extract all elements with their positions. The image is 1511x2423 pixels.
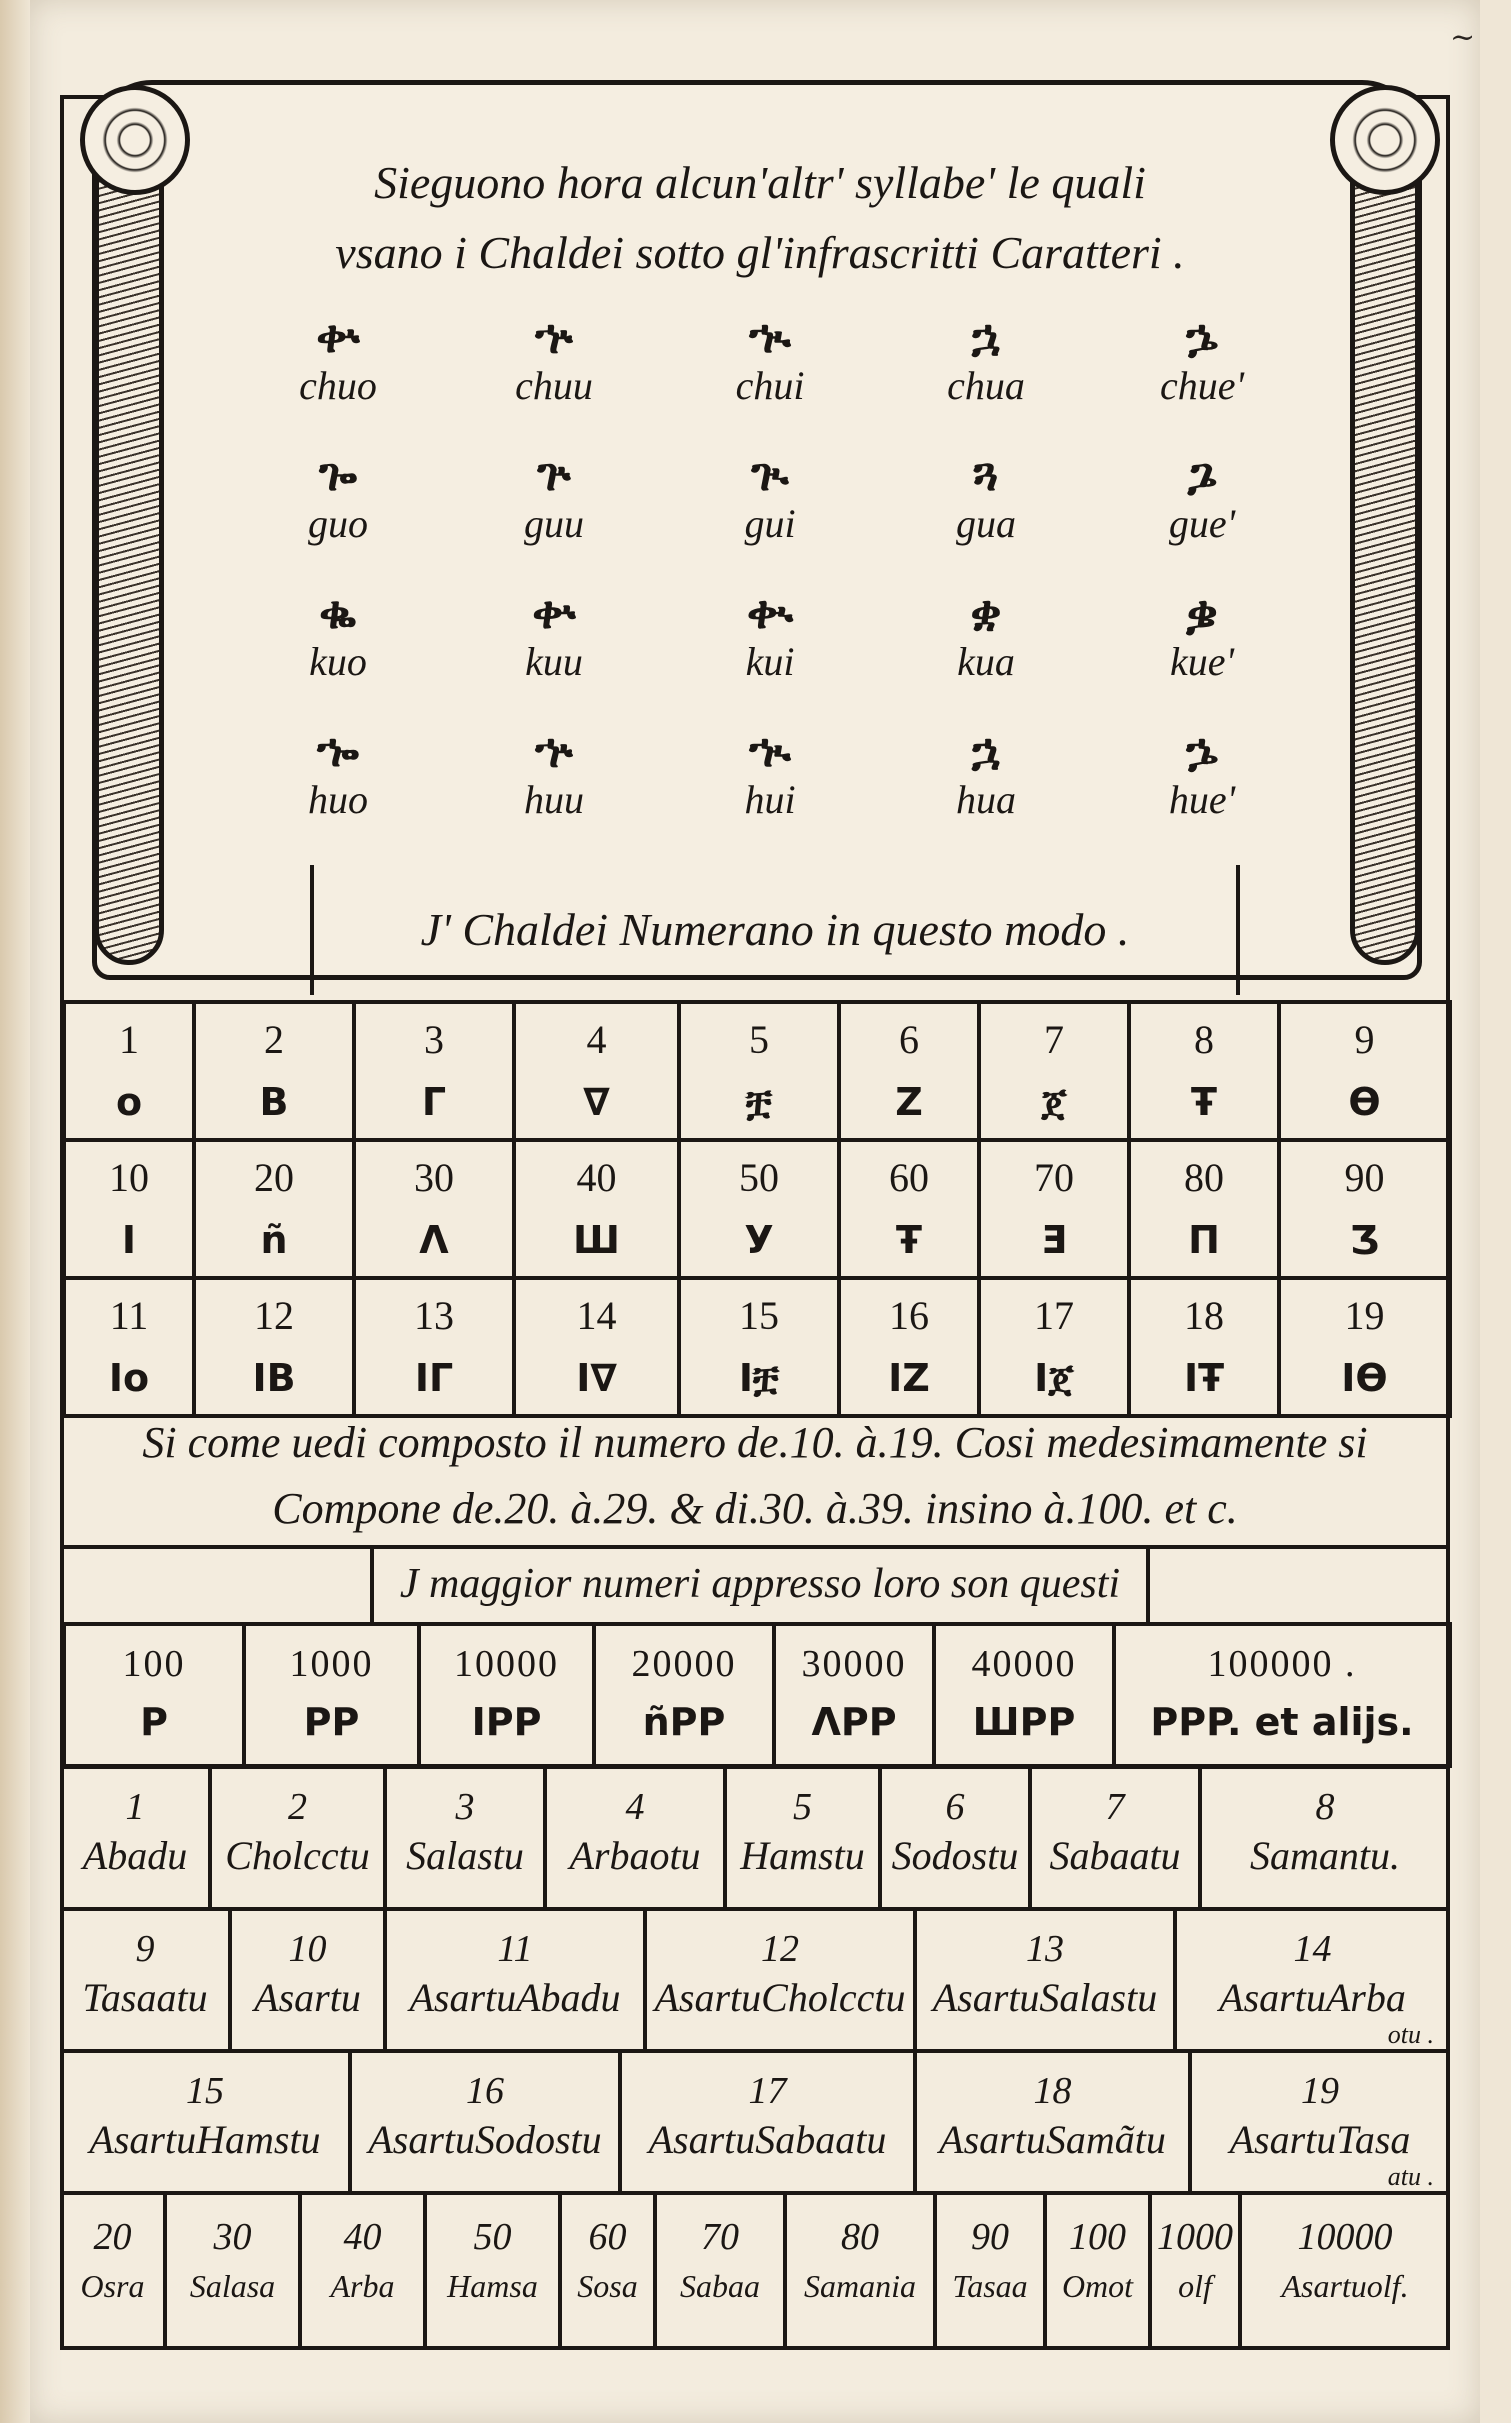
- syllable-glyph: ኋ: [971, 723, 1001, 777]
- numeral-value: 60: [889, 1155, 929, 1200]
- chaldean-numeral: I∇: [576, 1356, 617, 1400]
- number-cell: [354, 1278, 514, 1416]
- number-word-cell: [62, 1911, 232, 2053]
- number-word-cell: [1202, 1769, 1448, 1911]
- heading-line-2: vsano i Chaldei sotto gl'infrascritti Caratteri .: [335, 227, 1185, 278]
- number-word-cell: [1192, 2053, 1448, 2195]
- number-cell: [1279, 1278, 1450, 1416]
- number-word: Sabaatu: [1049, 1833, 1181, 1878]
- number-cell: [839, 1278, 979, 1416]
- number-cell: [839, 1140, 979, 1278]
- numeral-value: 6: [899, 1017, 919, 1062]
- numeral-value: 3: [424, 1017, 444, 1062]
- numeral-value: 10: [109, 1155, 149, 1200]
- syllable-name: kua: [957, 639, 1015, 684]
- number-word: Abadu: [82, 1833, 188, 1878]
- note-line-1: Si come uedi composto il numero de.10. à.19. Cosi medesimamente si: [142, 1418, 1368, 1467]
- syllable-item: [446, 724, 662, 834]
- syllable-glyph: ጔ: [1187, 447, 1217, 501]
- numeral-value: 1: [119, 1017, 139, 1062]
- syllable-item: [1094, 724, 1310, 834]
- chaldean-numeral: У: [744, 1218, 774, 1262]
- number-cell: [979, 1278, 1129, 1416]
- number-word: AsartuSodostu: [368, 2117, 602, 2162]
- chaldean-numeral: ቿ: [745, 1080, 773, 1124]
- number-word: AsartuHamstu: [89, 2117, 321, 2162]
- number-word: Salastu: [406, 1833, 524, 1878]
- large-numbers-table: [62, 1622, 1452, 1768]
- number-word: olf: [1178, 2268, 1212, 2304]
- numeral-value: 2: [288, 1786, 307, 1828]
- chaldean-numeral: o: [115, 1080, 143, 1124]
- chaldean-numeral: ñ: [260, 1218, 288, 1262]
- table-row: [64, 1002, 1450, 1140]
- chaldean-numeral: ШPP: [972, 1700, 1076, 1744]
- number-cell: [194, 1278, 354, 1416]
- syllable-name: hua: [956, 777, 1016, 822]
- table-row: [64, 1624, 1450, 1766]
- table-row: [64, 1278, 1450, 1416]
- table-row: [64, 1140, 1450, 1278]
- syllable-item: [1094, 448, 1310, 558]
- numeral-value: 100: [122, 1643, 186, 1685]
- number-word-cell: [62, 2053, 352, 2195]
- chaldean-numeral: Iቿ: [738, 1356, 780, 1400]
- syllable-name: chua: [947, 363, 1025, 408]
- numeral-value: 19: [1301, 2070, 1339, 2112]
- chaldean-numeral: ñPP: [642, 1700, 726, 1744]
- number-word: AsartuCholcctu: [654, 1975, 906, 2020]
- number-word: Asartuolf.: [1281, 2268, 1409, 2304]
- syllable-name: hue': [1168, 777, 1236, 822]
- numeral-value: 90: [971, 2216, 1009, 2258]
- chaldean-numeral: Io: [108, 1356, 150, 1400]
- number-word-cell: [1177, 1911, 1448, 2053]
- syllable-name: huu: [524, 777, 584, 822]
- large-number-cell: [64, 1624, 244, 1766]
- syllable-item: [878, 724, 1094, 834]
- number-word: Samantu.: [1250, 1833, 1400, 1878]
- syllable-glyph: ኌ: [1186, 723, 1218, 777]
- numeral-value: 6: [945, 1786, 965, 1828]
- number-cell: [354, 1140, 514, 1278]
- syllable-glyph: ኍ: [535, 723, 573, 777]
- numeral-value: 2: [264, 1017, 284, 1062]
- numeral-value: 14: [576, 1293, 617, 1338]
- number-word: Osra: [80, 2268, 145, 2304]
- syllable-item: [230, 310, 446, 420]
- scroll-curl-left-icon: [80, 85, 190, 195]
- numeral-value: 4: [625, 1786, 645, 1828]
- numeral-value: 19: [1344, 1293, 1385, 1338]
- large-numbers-caption: J maggior numeri appresso loro son questi: [370, 1548, 1150, 1624]
- number-cell: [679, 1140, 839, 1278]
- syllable-glyph: ቋ: [970, 585, 1002, 639]
- numbering-caption: J' Chaldei Numerano in questo modo .: [310, 865, 1240, 995]
- numeral-value: 40: [343, 2216, 382, 2258]
- number-word: Tasaa: [952, 2268, 1028, 2304]
- syllable-item: [662, 586, 878, 696]
- chaldean-numeral: IƟ: [1341, 1356, 1388, 1400]
- syllable-glyph: ኊ: [749, 723, 791, 777]
- numeral-value: 9: [1354, 1017, 1375, 1062]
- syllable-name: hui: [744, 777, 796, 822]
- chaldean-numeral: Λ: [419, 1218, 449, 1262]
- syllable-glyph: ጒ: [751, 447, 789, 501]
- syllable-glyph: ኈ: [317, 723, 359, 777]
- numeral-value: 20: [93, 2216, 132, 2258]
- chaldean-numeral: Z: [895, 1080, 923, 1124]
- syllable-glyph: ቍ: [316, 309, 360, 363]
- corner-mark: ~: [1450, 20, 1476, 55]
- number-word-cell: [302, 2195, 427, 2350]
- number-word: Cholcctu: [225, 1833, 370, 1878]
- word-continuation: otu .: [1387, 2020, 1434, 2049]
- number-word-cell: [622, 2053, 917, 2195]
- numeral-value: 15: [186, 2070, 224, 2112]
- number-word-cell: [647, 1911, 917, 2053]
- number-word-cell: [387, 1911, 647, 2053]
- numeral-value: 11: [497, 1928, 533, 1970]
- number-word: Samania: [804, 2268, 916, 2304]
- number-word-cell: [387, 1769, 547, 1911]
- number-cell: [1129, 1002, 1279, 1140]
- number-word: AsartuSamãtu: [939, 2117, 1166, 2162]
- syllable-item: [230, 586, 446, 696]
- word-row: [62, 1765, 1448, 1911]
- number-word-cell: [232, 1911, 387, 2053]
- number-word: Arba: [330, 2268, 395, 2304]
- numeral-value: 7: [1105, 1786, 1125, 1828]
- number-word-cell: [1152, 2195, 1242, 2350]
- syllable-name: gua: [956, 501, 1016, 546]
- numeral-value: 70: [1034, 1155, 1074, 1200]
- numeral-value: 5: [749, 1017, 769, 1062]
- number-word: Tasaatu: [82, 1975, 208, 2020]
- number-word-cell: [1032, 1769, 1202, 1911]
- numeral-value: 50: [473, 2216, 512, 2258]
- numeral-value: 18: [1033, 2070, 1072, 2112]
- syllable-glyph: ጕ: [537, 447, 571, 501]
- numeral-value: 100000 .: [1207, 1643, 1357, 1685]
- scroll-roll-left: [94, 105, 164, 965]
- number-word-cell: [1047, 2195, 1152, 2350]
- large-number-cell: [244, 1624, 419, 1766]
- numeral-value: 17: [748, 2070, 787, 2112]
- numeral-value: 8: [1315, 1786, 1335, 1828]
- syllable-name: chuu: [515, 363, 593, 408]
- number-cell: [64, 1002, 194, 1140]
- numeral-value: 1: [125, 1786, 145, 1828]
- number-cell: [679, 1278, 839, 1416]
- number-word-cell: [167, 2195, 302, 2350]
- syllable-item: [446, 586, 662, 696]
- large-number-cell: [774, 1624, 934, 1766]
- number-word: Sabaa: [680, 2268, 760, 2304]
- numeral-value: 9: [135, 1928, 155, 1970]
- numeral-value: 4: [586, 1017, 607, 1062]
- syllable-glyph: ቊ: [746, 585, 794, 639]
- number-word-cell: [62, 1769, 212, 1911]
- word-row: [62, 1907, 1448, 2053]
- number-cell: [679, 1002, 839, 1140]
- number-word-cell: [937, 2195, 1047, 2350]
- chaldean-numeral: Ŧ: [1191, 1080, 1217, 1124]
- chaldean-numeral: Γ: [421, 1080, 447, 1124]
- syllable-name: chue': [1159, 363, 1245, 408]
- number-word-cell: [547, 1769, 727, 1911]
- numeral-value: 40000: [971, 1643, 1077, 1685]
- number-cell: [514, 1278, 679, 1416]
- syllable-name: kuu: [525, 639, 583, 684]
- composition-note: [62, 1410, 1448, 1549]
- number-cell: [64, 1140, 194, 1278]
- number-cell: [839, 1002, 979, 1140]
- numeral-value: 15: [739, 1293, 779, 1338]
- syllable-item: [1094, 310, 1310, 420]
- number-word-cell: [917, 1911, 1177, 2053]
- number-word: AsartuTasa: [1229, 2117, 1411, 2162]
- numeral-value: 14: [1293, 1928, 1332, 1970]
- numeral-value: 40: [576, 1155, 617, 1200]
- syllable-name: chuo: [299, 363, 377, 408]
- numeral-value: 7: [1044, 1017, 1064, 1062]
- syllable-name: kuo: [309, 639, 367, 684]
- number-word: Salasa: [189, 2268, 276, 2304]
- numeral-value: 100: [1069, 2216, 1126, 2258]
- numeral-value: 80: [841, 2216, 879, 2258]
- syllable-glyph: ቈ: [319, 585, 357, 639]
- large-number-cell: [419, 1624, 594, 1766]
- number-word-cell: [727, 1769, 882, 1911]
- syllable-name: kui: [745, 639, 795, 684]
- chaldean-numeral: Iጀ: [1034, 1356, 1074, 1400]
- numeral-value: 13: [1026, 1928, 1064, 1970]
- number-word-cell: [562, 2195, 657, 2350]
- page-heading: [260, 148, 1260, 288]
- chaldean-numeral: IZ: [888, 1356, 930, 1400]
- chaldean-numeral: P: [140, 1700, 168, 1744]
- chaldean-numeral: I: [121, 1218, 137, 1262]
- syllable-name: huo: [308, 777, 368, 822]
- number-word: AsartuSalastu: [932, 1975, 1158, 2020]
- heading-line-1: Sieguono hora alcun'altr' syllabe' le quali: [374, 157, 1146, 208]
- scroll-curl-right-icon: [1330, 85, 1440, 195]
- large-number-cell: [1114, 1624, 1450, 1766]
- word-row: [62, 2191, 1448, 2350]
- number-word: Asartu: [254, 1975, 361, 2020]
- syllable-glyph: ኍ: [535, 309, 573, 363]
- numeral-value: 12: [254, 1293, 294, 1338]
- chaldean-numeral: IΓ: [414, 1356, 454, 1400]
- chaldean-numeral: IPP: [471, 1700, 542, 1744]
- number-cell: [194, 1140, 354, 1278]
- syllable-item: [662, 724, 878, 834]
- number-word-cell: [882, 1769, 1032, 1911]
- numeral-value: 10: [288, 1928, 327, 1970]
- chaldean-numeral: Ʒ: [1349, 1218, 1380, 1262]
- numeral-value: 12: [761, 1928, 799, 1970]
- syllable-glyph: ኋ: [971, 309, 1001, 363]
- number-word: Hamstu: [740, 1833, 865, 1878]
- chaldean-numeral: PPP. et alijs.: [1150, 1700, 1414, 1744]
- syllable-glyph: ጓ: [973, 447, 999, 501]
- syllable-glyph: ጐ: [318, 447, 358, 501]
- number-cell: [1279, 1140, 1450, 1278]
- numeral-value: 30: [213, 2216, 252, 2258]
- syllable-glyph: ቍ: [532, 585, 576, 639]
- syllable-item: [446, 448, 662, 558]
- syllable-item: [230, 448, 446, 558]
- number-word-cell: [787, 2195, 937, 2350]
- number-word-cell: [917, 2053, 1192, 2195]
- numeral-value: 70: [701, 2216, 739, 2258]
- number-word: AsartuSabaatu: [648, 2117, 887, 2162]
- numbers-table: [62, 1000, 1452, 1418]
- chaldean-numeral: Ŧ: [896, 1218, 922, 1262]
- chaldean-numeral: IB: [252, 1356, 296, 1400]
- syllable-glyph: ኊ: [749, 309, 791, 363]
- syllable-name: guu: [524, 501, 584, 546]
- numeral-value: 1000: [289, 1643, 374, 1685]
- syllable-glyph: ኌ: [1186, 309, 1218, 363]
- number-word-cell: [212, 1769, 387, 1911]
- chaldean-numeral: Ǝ: [1041, 1218, 1067, 1262]
- number-cell: [514, 1002, 679, 1140]
- numeral-value: 16: [466, 2070, 504, 2112]
- numeral-value: 18: [1184, 1293, 1224, 1338]
- syllable-name: chui: [735, 363, 805, 408]
- number-word: AsartuAbadu: [409, 1975, 621, 2020]
- scroll-roll-right: [1350, 105, 1420, 965]
- numeral-value: 20000: [631, 1643, 737, 1685]
- number-word: Sodostu: [891, 1833, 1019, 1878]
- numeral-value: 16: [889, 1293, 929, 1338]
- syllable-item: [662, 310, 878, 420]
- syllable-item: [1094, 586, 1310, 696]
- syllable-item: [878, 586, 1094, 696]
- number-word: AsartuArba: [1219, 1975, 1406, 2020]
- numeral-value: 80: [1184, 1155, 1224, 1200]
- number-word: Omot: [1061, 2268, 1134, 2304]
- syllable-item: [878, 448, 1094, 558]
- chaldean-numeral: ∇: [583, 1080, 610, 1124]
- number-cell: [194, 1002, 354, 1140]
- number-cell: [354, 1002, 514, 1140]
- number-cell: [979, 1140, 1129, 1278]
- syllable-item: [446, 310, 662, 420]
- number-word-cell: [352, 2053, 622, 2195]
- chaldean-numeral: Π: [1188, 1218, 1220, 1262]
- number-word: Sosa: [577, 2268, 638, 2304]
- chaldean-numeral: B: [259, 1080, 289, 1124]
- numeral-value: 30: [414, 1155, 454, 1200]
- syllable-glyph: ቌ: [1186, 585, 1218, 639]
- number-word: Hamsa: [447, 2268, 538, 2304]
- number-cell: [64, 1278, 194, 1416]
- numeral-value: 17: [1034, 1293, 1074, 1338]
- syllable-item: [878, 310, 1094, 420]
- syllable-name: kue': [1169, 639, 1235, 684]
- chaldean-numeral: IŦ: [1183, 1356, 1225, 1400]
- numeral-value: 5: [793, 1786, 812, 1828]
- chaldean-numeral: Ɵ: [1348, 1080, 1381, 1124]
- word-row: [62, 2049, 1448, 2195]
- chaldean-numeral: ΛPP: [811, 1700, 897, 1744]
- chaldean-numeral: ጀ: [1041, 1080, 1067, 1124]
- numeral-value: 50: [739, 1155, 779, 1200]
- number-cell: [514, 1140, 679, 1278]
- number-cell: [1129, 1278, 1279, 1416]
- numeral-value: 1000: [1157, 2216, 1233, 2258]
- page-gutter: [0, 0, 30, 2423]
- numeral-value: 8: [1194, 1017, 1214, 1062]
- numeral-value: 10000: [454, 1643, 559, 1685]
- note-line-2: Compone de.20. à.29. & di.30. à.39. insino à.100. et c.: [272, 1484, 1238, 1533]
- numeral-value: 3: [455, 1786, 475, 1828]
- syllable-name: gue': [1168, 501, 1236, 546]
- numeral-value: 20: [254, 1155, 294, 1200]
- number-cell: [1129, 1140, 1279, 1278]
- large-number-cell: [594, 1624, 774, 1766]
- numeral-value: 90: [1344, 1155, 1385, 1200]
- number-cell: [1279, 1002, 1450, 1140]
- chaldean-numeral: PP: [303, 1700, 360, 1744]
- numeral-value: 30000: [801, 1643, 907, 1685]
- number-word-cell: [62, 2195, 167, 2350]
- syllable-item: [662, 448, 878, 558]
- syllable-name: gui: [744, 501, 796, 546]
- word-continuation: atu .: [1387, 2162, 1434, 2191]
- large-number-cell: [934, 1624, 1114, 1766]
- syllable-item: [230, 724, 446, 834]
- number-cell: [979, 1002, 1129, 1140]
- syllable-name: guo: [308, 501, 368, 546]
- chaldean-numeral: Ш: [573, 1218, 620, 1262]
- number-word-cell: [1242, 2195, 1448, 2350]
- numeral-value: 60: [588, 2216, 627, 2258]
- numeral-value: 10000: [1297, 2216, 1393, 2258]
- number-word-cell: [657, 2195, 787, 2350]
- syllable-grid: [230, 310, 1310, 834]
- numeral-value: 11: [109, 1293, 149, 1338]
- number-word-cell: [427, 2195, 562, 2350]
- number-word: Arbaotu: [569, 1833, 701, 1878]
- numeral-value: 13: [414, 1293, 454, 1338]
